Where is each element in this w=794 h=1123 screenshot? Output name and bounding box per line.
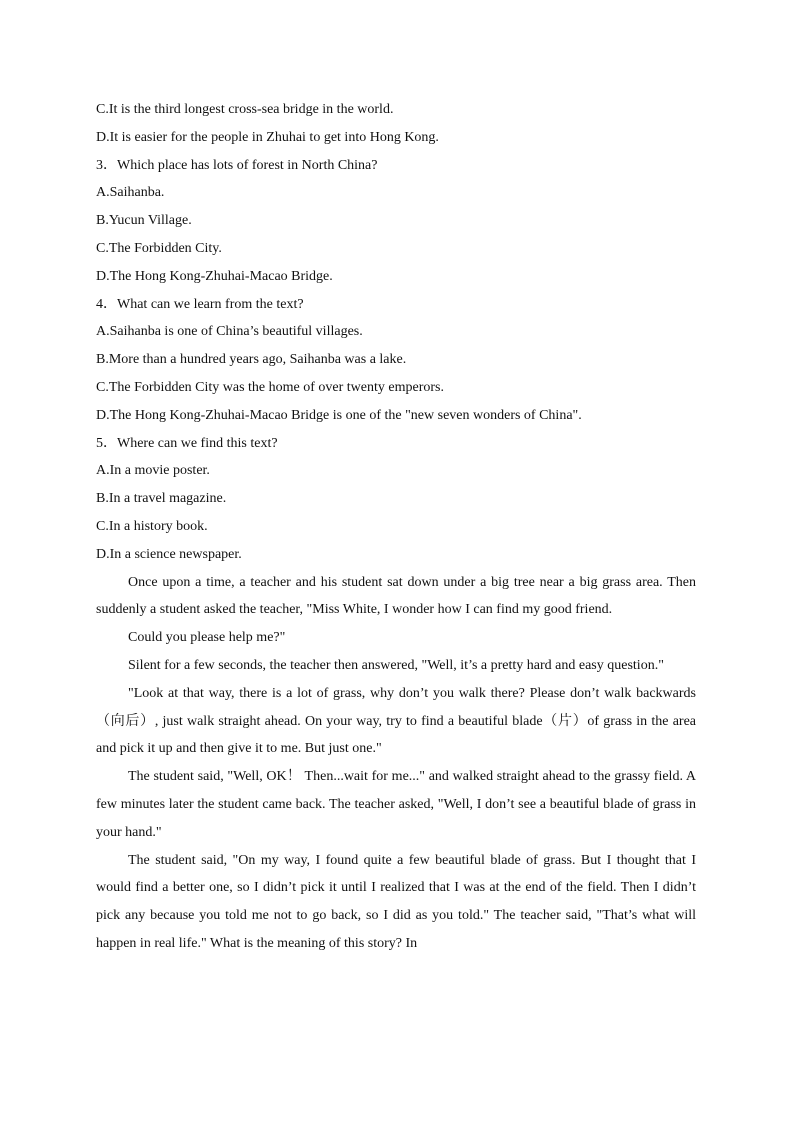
q5-option-c: C.In a history book. <box>96 518 208 534</box>
story-paragraph-6: The student said, "On my way, I found quite a few beautiful blade of grass. But I thought that I would find a better one, so I didn’t pick it until I realized that I was at the end of the field. Then I didn’t pick any because you told me not to go back, so I did as you told." The teacher said, "That’s what will happen in real life." What is the meaning of this story? In <box>96 852 696 951</box>
q3-option-a: A.Saihanba. <box>96 185 165 201</box>
q4-option-d: D.The Hong Kong-Zhuhai-Macao Bridge is one of the "new seven wonders of China". <box>96 407 582 423</box>
q3-stem: 3．Which place has lots of forest in North China? <box>96 157 378 173</box>
q5-option-b: B.In a travel magazine. <box>96 491 227 507</box>
q3-option-c: C.The Forbidden City. <box>96 240 222 256</box>
q2-option-d: D.It is easier for the people in Zhuhai to get into Hong Kong. <box>96 129 439 145</box>
q3-option-b: B.Yucun Village. <box>96 213 192 229</box>
q4-stem: 4．What can we learn from the text? <box>96 296 304 312</box>
q2-option-c: C.It is the third longest cross-sea bridge in the world. <box>96 102 394 117</box>
story-paragraph-1: Once upon a time, a teacher and his student sat down under a big tree near a big grass area. Then suddenly a student asked the teacher, "Miss White, I wonder how I can find my good friend. <box>96 574 696 618</box>
q4-option-a: A.Saihanba is one of China’s beautiful villages. <box>96 324 363 340</box>
q4-option-c: C.The Forbidden City was the home of over twenty emperors. <box>96 379 444 395</box>
q5-option-a: A.In a movie poster. <box>96 463 210 479</box>
story-paragraph-3: Silent for a few seconds, the teacher then answered, "Well, it’s a pretty hard and easy question." <box>128 657 664 673</box>
story-paragraph-2: Could you please help me?" <box>128 630 286 646</box>
document-page <box>96 96 696 958</box>
story-paragraph-4: "Look at that way, there is a lot of grass, why don’t you walk there? Please don’t walk backwards（向后）, just walk straight ahead. On your way, try to find a beautiful blade（片）of grass in the area and pick it up and then give it to me. But just one." <box>96 685 696 757</box>
story-paragraph-5: The student said, "Well, OK！ Then...wait for me..." and walked straight ahead to the grassy field. A few minutes later the student came back. The teacher asked, "Well, I don’t see a beautiful blade of grass in your hand." <box>96 769 696 840</box>
q5-stem: 5．Where can we find this text? <box>96 435 278 451</box>
q4-option-b: B.More than a hundred years ago, Saihanba was a lake. <box>96 352 407 368</box>
q5-option-d: D.In a science newspaper. <box>96 546 242 562</box>
q3-option-d: D.The Hong Kong-Zhuhai-Macao Bridge. <box>96 268 333 284</box>
